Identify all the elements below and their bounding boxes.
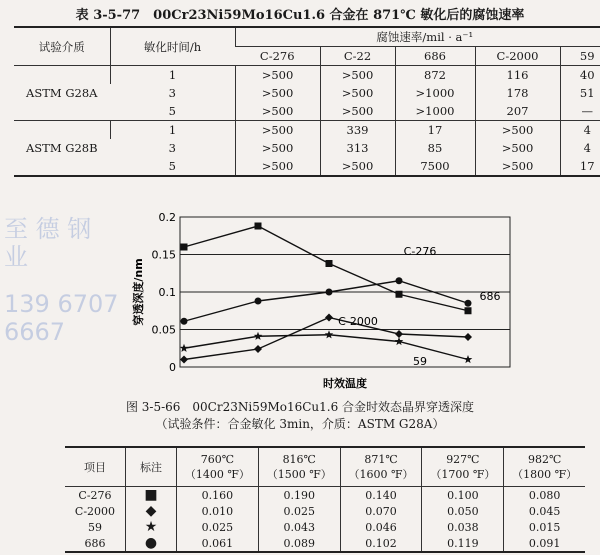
depth-cell: 0.043 <box>258 519 340 535</box>
series-label: 686 <box>479 290 501 303</box>
square-marker <box>181 244 188 251</box>
watermark-phone: 139 6707 6667 <box>4 290 119 346</box>
y-tick-label: 0.1 <box>158 286 176 299</box>
depth-cell: 0.119 <box>422 535 504 552</box>
circle-marker <box>396 277 403 284</box>
depth-cell: 0.025 <box>258 503 340 519</box>
item-cell: 686 <box>84 536 106 550</box>
y-tick-label: 0.2 <box>158 211 176 224</box>
rate-cell: — <box>560 102 600 121</box>
star-marker <box>180 344 189 352</box>
table-row <box>65 503 585 519</box>
rate-cell: 313 <box>320 139 395 157</box>
table-row <box>65 519 585 535</box>
rate-cell: >500 <box>475 139 560 157</box>
depth-cell: 0.160 <box>177 487 259 504</box>
rate-cell: >500 <box>475 121 560 140</box>
header-alloy: 59 <box>560 47 600 66</box>
rate-cell: >500 <box>320 102 395 121</box>
watermark-name: 至 德 钢 业 <box>4 215 92 271</box>
rate-cell: 4 <box>560 139 600 157</box>
rate-cell: >500 <box>235 157 320 176</box>
rate-cell: >500 <box>235 121 320 140</box>
depth-cell: 0.015 <box>504 519 585 535</box>
rate-cell: >500 <box>235 66 320 85</box>
table-row <box>65 487 585 504</box>
rate-cell: 17 <box>560 157 600 176</box>
rate-cell: >1000 <box>395 102 475 121</box>
rate-cell: 116 <box>475 66 560 85</box>
depth-cell: 0.038 <box>422 519 504 535</box>
square-marker <box>465 307 472 314</box>
item-cell: C-276 <box>78 488 112 502</box>
header-alloy: 686 <box>395 47 475 66</box>
temp-f: （1600 ℉） <box>348 467 414 481</box>
series-line-C-276 <box>184 226 468 311</box>
medium-cell: ASTM G28A <box>14 66 110 121</box>
diamond-marker <box>464 333 472 341</box>
medium-cell: ASTM G28B <box>14 121 110 177</box>
star-marker <box>325 330 334 338</box>
marker-icon: ■ <box>126 487 177 504</box>
time-cell: 5 <box>168 104 176 118</box>
star-marker <box>254 332 263 340</box>
temp-c: 982℃ <box>527 452 562 466</box>
depth-cell: 0.080 <box>504 487 585 504</box>
series-label: C-2000 <box>338 315 378 328</box>
diamond-marker <box>180 356 188 364</box>
rate-cell: >500 <box>235 84 320 102</box>
temp-c: 816℃ <box>282 452 316 466</box>
temp-c: 871℃ <box>364 452 398 466</box>
rate-cell: >500 <box>320 66 395 85</box>
header-item: 项目 <box>65 447 126 487</box>
header-mark: 标注 <box>126 447 177 487</box>
time-cell: 1 <box>110 121 235 140</box>
header-alloy: C-276 <box>235 47 320 66</box>
rate-cell: >500 <box>475 157 560 176</box>
depth-cell: 0.045 <box>504 503 585 519</box>
square-marker <box>255 223 262 230</box>
depth-cell: 0.100 <box>422 487 504 504</box>
time-cell: 3 <box>168 86 176 100</box>
header-alloy: C-22 <box>320 47 395 66</box>
header-temp <box>504 447 585 487</box>
y-tick-label: 0.15 <box>151 248 176 262</box>
series-line-C-2000 <box>184 318 468 360</box>
rate-cell: >500 <box>235 102 320 121</box>
square-marker <box>326 260 333 267</box>
depth-cell: 0.140 <box>340 487 422 504</box>
depth-cell: 0.102 <box>340 535 422 552</box>
time-cell: 3 <box>168 141 176 155</box>
depth-cell: 0.091 <box>504 535 585 552</box>
series-label: 59 <box>413 355 427 368</box>
rate-cell: 7500 <box>395 157 475 176</box>
header-rate: 腐蚀速率/mil · a⁻¹ <box>235 27 600 47</box>
diamond-marker <box>395 330 403 338</box>
temp-f: （1700 ℉） <box>430 467 496 481</box>
temp-c: 927℃ <box>446 452 480 466</box>
temp-f: （1500 ℉） <box>266 467 332 481</box>
table-row <box>14 66 600 85</box>
table-row <box>14 121 600 140</box>
square-marker <box>396 291 403 298</box>
header-time: 敏化时间/h <box>110 27 235 66</box>
y-tick-label: 0.05 <box>151 323 176 337</box>
marker-icon: ● <box>126 535 177 552</box>
depth-cell: 0.061 <box>177 535 259 552</box>
header-temp <box>422 447 504 487</box>
depth-cell: 0.025 <box>177 519 259 535</box>
time-cell: 1 <box>110 66 235 85</box>
rate-cell: >500 <box>320 157 395 176</box>
depth-cell: 0.190 <box>258 487 340 504</box>
rate-cell: 4 <box>560 121 600 140</box>
depth-cell: 0.089 <box>258 535 340 552</box>
temp-f: （1400 ℉） <box>184 467 250 481</box>
rate-cell: 85 <box>395 139 475 157</box>
depth-cell: 0.050 <box>422 503 504 519</box>
rate-cell: >500 <box>320 84 395 102</box>
depth-cell: 0.070 <box>340 503 422 519</box>
x-axis-label: 时效温度 <box>323 377 367 390</box>
rate-cell: 17 <box>395 121 475 140</box>
figure-caption: 图 3-5-66 00Cr23Ni59Mo16Cu1.6 合金时效态晶界穿透深度 <box>125 400 475 414</box>
circle-marker <box>326 289 333 296</box>
figure-conditions: （试验条件：合金敏化 3min，介质：ASTM G28A） <box>155 417 445 431</box>
series-label: C-276 <box>403 245 437 258</box>
rate-cell: >500 <box>235 139 320 157</box>
marker-icon: ★ <box>126 519 177 535</box>
penetration-depth-table <box>65 446 585 553</box>
depth-cell: 0.046 <box>340 519 422 535</box>
rate-cell: 872 <box>395 66 475 85</box>
table-row <box>65 535 585 552</box>
circle-marker <box>255 298 262 305</box>
circle-marker <box>465 300 472 307</box>
circle-marker <box>181 318 188 325</box>
corrosion-rate-table <box>14 26 600 177</box>
item-cell: C-2000 <box>74 504 116 518</box>
diamond-marker <box>254 345 262 353</box>
header-alloy: C-2000 <box>475 47 560 66</box>
temp-f: （1800 ℉） <box>512 467 578 481</box>
y-axis-label: 穿透深度/nm <box>132 258 145 326</box>
rate-cell: 40 <box>560 66 600 85</box>
depth-cell: 0.010 <box>177 503 259 519</box>
header-medium: 试验介质 <box>14 27 110 66</box>
rate-cell: >1000 <box>395 84 475 102</box>
rate-cell: 178 <box>475 84 560 102</box>
star-marker <box>395 337 404 345</box>
penetration-depth-chart <box>120 205 540 395</box>
rate-cell: 339 <box>320 121 395 140</box>
header-temp <box>340 447 422 487</box>
item-cell: 59 <box>88 520 102 534</box>
marker-icon: ◆ <box>126 503 177 519</box>
header-temp <box>177 447 259 487</box>
rate-cell: 207 <box>475 102 560 121</box>
diamond-marker <box>325 314 333 322</box>
time-cell: 5 <box>168 159 176 173</box>
rate-cell: 51 <box>560 84 600 102</box>
table-title: 表 3-5-77 00Cr23Ni59Mo16Cu1.6 合金在 871℃ 敏化后的腐蚀速率 <box>75 8 525 23</box>
y-tick-label: 0 <box>169 361 176 374</box>
header-temp <box>258 447 340 487</box>
temp-c: 760℃ <box>200 452 235 466</box>
star-marker <box>464 355 473 363</box>
